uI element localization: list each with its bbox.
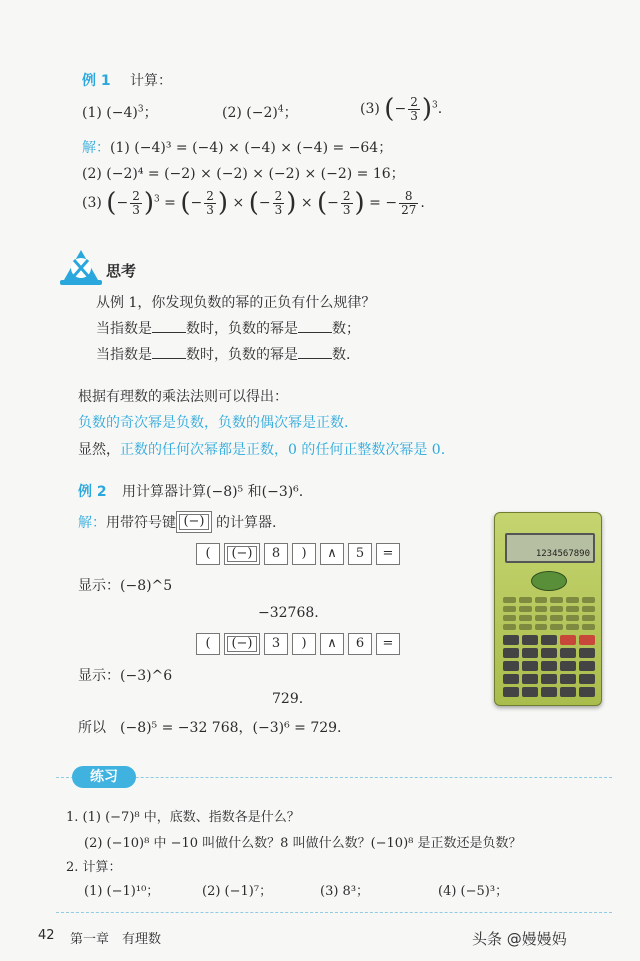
exercise-item: (2) (−1)⁷； bbox=[202, 884, 273, 899]
calculator-screen: 1234567890 bbox=[505, 533, 595, 563]
example1-title: 计算： bbox=[130, 73, 172, 89]
example1-label: 例 1 bbox=[82, 73, 111, 89]
result-2: 729. bbox=[272, 691, 304, 707]
think-line-3: 当指数是 数时，负数的幂是 数. bbox=[96, 347, 351, 363]
example2-label: 例 2 bbox=[78, 484, 107, 500]
calc-key: ( bbox=[196, 543, 220, 565]
rule-intro: 根据有理数的乘法法则可以得出： bbox=[78, 389, 288, 405]
exercise-item: (3) 8³； bbox=[320, 884, 370, 899]
chapter-title: 第一章 有理数 bbox=[70, 932, 162, 947]
calculator-dial bbox=[531, 571, 567, 591]
display-1: 显示：(−8)^5 bbox=[78, 578, 173, 594]
calc-key: 5 bbox=[348, 543, 372, 565]
example1-q1: (1) $(-4)^3$； bbox=[82, 104, 158, 121]
exercise-item: (4) (−5)³； bbox=[438, 884, 509, 899]
example1-solution-2: (2) (−2)⁴ = (−2) × (−2) × (−2) × (−2) = 16； bbox=[82, 166, 405, 182]
result-1: −32768. bbox=[258, 605, 319, 621]
calc-key: 8 bbox=[264, 543, 288, 565]
exercise-q2: 2. 计算： bbox=[66, 860, 122, 875]
key-sequence-2 bbox=[196, 633, 404, 655]
example1-q3: (3) (− $\frac{2}{3}$ )$^3$. bbox=[360, 94, 443, 124]
example1-solution-1: 解：(1) (−4)³ = (−4) × (−4) × (−4) = −64； bbox=[82, 140, 393, 156]
calc-key: (−) bbox=[224, 543, 260, 565]
display-2: 显示：(−3)^6 bbox=[78, 668, 173, 684]
exercise-item: (1) (−1)¹⁰； bbox=[84, 884, 160, 899]
calc-key: ∧ bbox=[320, 633, 344, 655]
exercise-q1b: (2) (−10)⁸ 中 −10 叫做什么数？8 叫做什么数？(−10)⁸ 是正数还是负数？ bbox=[84, 836, 522, 851]
calculator-function-keys bbox=[503, 597, 595, 630]
calc-key: ) bbox=[292, 633, 316, 655]
calculator-image bbox=[494, 512, 602, 706]
example2-title: 用计算器计算(−8)⁵ 和(−3)⁶. bbox=[122, 484, 304, 500]
watermark: 头条 @嫚嫚妈 bbox=[472, 930, 567, 948]
negative-key: (−) bbox=[176, 511, 212, 533]
think-line-1: 从例 1，你发现负数的幂的正负有什么规律？ bbox=[96, 295, 376, 311]
exercise-q1a: 1. (1) (−7)⁸ 中，底数、指数各是什么？ bbox=[66, 810, 300, 825]
example1-q2: (2) $(-2)^4$； bbox=[222, 104, 298, 121]
rule-line-3: 显然，正数的任何次幂都是正数，0 的任何正整数次幂是 0. bbox=[78, 442, 446, 458]
think-line-2: 当指数是 数时，负数的幂是 数； bbox=[96, 321, 360, 337]
calc-key: 3 bbox=[264, 633, 288, 655]
calc-key: = bbox=[376, 633, 400, 655]
example2-conclusion: 所以 (−8)⁵ = −32 768，(−3)⁶ = 729. bbox=[78, 720, 342, 736]
exercise-items bbox=[84, 880, 508, 899]
calc-key: = bbox=[376, 543, 400, 565]
calculator-number-keys bbox=[503, 635, 595, 697]
example1-solution-3: (3) (− $\frac{2}{3}$ )$^3$ = (− $\frac{2}{3}$ ) × (− $\frac{2}{3}$ ) × (− $\frac{2}{3}$ ) = − $\frac{8}{27}$ . bbox=[82, 188, 425, 218]
example2-solution: 解： 用带符号键 (−) 的计算器. bbox=[78, 511, 276, 533]
rule-highlight-1: 负数的奇次幂是负数，负数的偶次幂是正数. bbox=[78, 415, 349, 431]
page-number: 42 bbox=[38, 928, 55, 943]
key-sequence-1 bbox=[196, 543, 404, 565]
think-title: 思考 bbox=[106, 262, 137, 280]
calc-key: ∧ bbox=[320, 543, 344, 565]
calc-key: ) bbox=[292, 543, 316, 565]
calc-key: 6 bbox=[348, 633, 372, 655]
exercise-badge: 练习 bbox=[72, 766, 136, 788]
calc-key: ( bbox=[196, 633, 220, 655]
calc-key: (−) bbox=[224, 633, 260, 655]
think-icon bbox=[60, 248, 102, 286]
